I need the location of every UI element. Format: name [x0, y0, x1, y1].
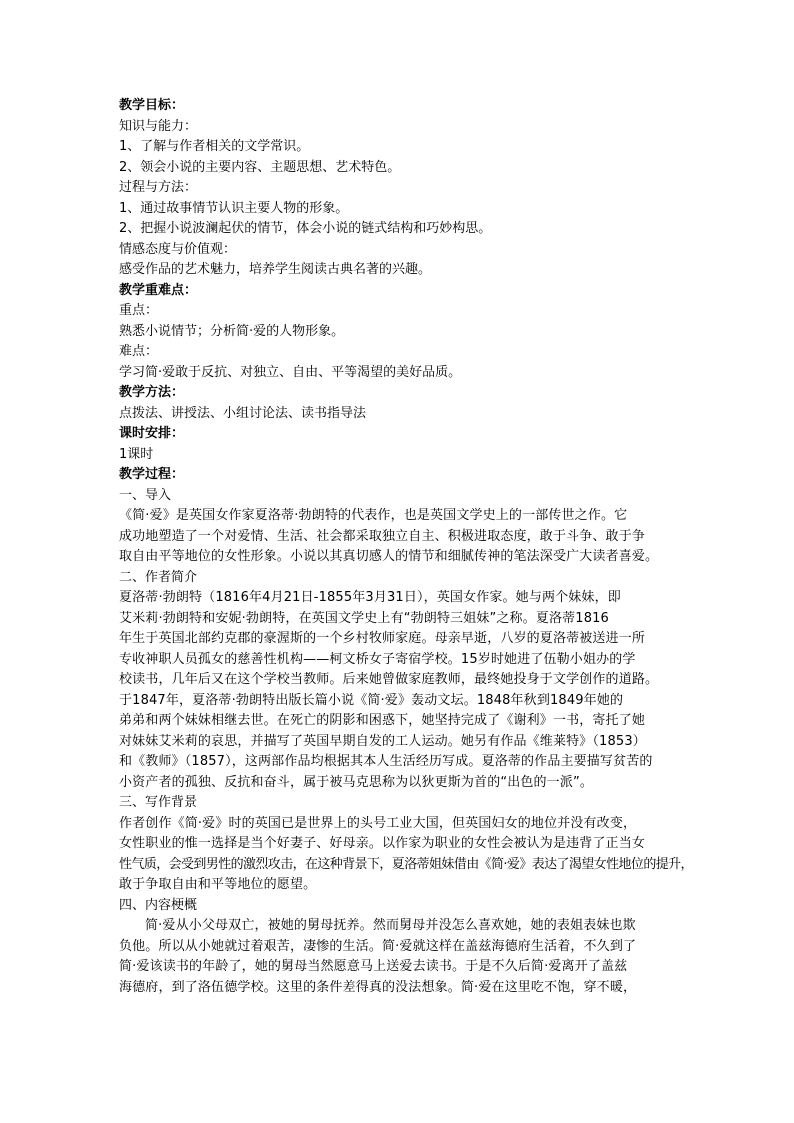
method-heading: 教学方法：: [119, 385, 185, 400]
section-1-paragraph: [119, 506, 679, 568]
section-3-line: 作者创作《简·爱》时的英国已是世界上的头号工业大国，但英国妇女的地位并没有改变，: [119, 815, 637, 831]
section-2-line: 小资产者的孤独、反抗和奋斗，属于被马克思称为以狄更斯为首的“出色的一派”。: [119, 774, 594, 790]
schedule-text: 1课时: [119, 446, 154, 462]
section-3-title: 三、写作背景: [119, 795, 198, 810]
section-2-line: 弟弟和两个妹妹相继去世。在死亡的阴影和困惑下，她坚持完成了《谢利》一书，寄托了她: [119, 713, 646, 728]
section-4-paragraph: [119, 916, 679, 998]
key-label: 重点：: [119, 303, 159, 318]
section-4-line: 负他。所以从小她就过着艰苦，凄惨的生活。简·爱就这样在盖兹海德府生活着，不久到了: [119, 938, 637, 954]
section-1-title: 一、导入: [119, 487, 172, 503]
knowledge-ability-label: 知识与能力：: [119, 118, 198, 134]
key-difficult-heading: 教学重难点：: [119, 282, 198, 298]
knowledge-ability-item-1: 1、了解与作者相关的文学常识。: [119, 139, 310, 154]
section-4-line: 简·爱该读书的年龄了，她的舅母当然愿意马上送爱去读书。于是不久后简·爱离开了盖兹: [119, 959, 628, 974]
difficult-label: 难点：: [119, 344, 159, 359]
section-2-title: 二、作者简介: [119, 569, 198, 585]
section-4-line: 简·爱从小父母双亡，被她的舅母抚养。然而舅母并没怎么喜欢她，她的表姐表妹也欺: [145, 918, 636, 933]
section-2-line: 专收神职人员孤女的慈善性机构——柯文桥女子寄宿学校。15岁时她进了伍勒小姐办的学: [119, 651, 636, 667]
section-1-line: 《简·爱》是英国女作家夏洛蒂·勃朗特的代表作，也是英国文学史上的一部传世之作。它: [119, 508, 628, 523]
process-method-label: 过程与方法：: [119, 180, 198, 195]
section-3-line: 性气质，会受到男性的激烈攻击，在这种背景下，夏洛蒂姐妹借由《简·爱》表达了渴望女性地位的提升，: [119, 856, 693, 872]
section-4-line: 海德府，到了洛伍德学校。这里的条件差得真的没法想象。简·爱在这里吃不饱，穿不暖，: [119, 979, 637, 995]
section-1-line: 成功地塑造了一个对爱情、生活、社会都采取独立自主、积极进取态度，敢于斗争、敢于争: [119, 528, 646, 544]
section-2-line: 夏洛蒂·勃朗特（1816年4月21日-1855年3月31日），英国女作家。她与两个妹妹，即: [119, 590, 621, 605]
section-3-line: 女性职业的惟一选择是当个好妻子、好母亲。以作家为职业的女性会被认为是违背了正当女: [119, 836, 646, 851]
section-2-paragraph: [119, 588, 679, 793]
difficult-text: 学习简·爱敢于反抗、对独立、自由、平等渴望的美好品质。: [119, 364, 462, 380]
objectives-heading: 教学目标：: [119, 98, 185, 113]
section-2-line: 对妹妹艾米莉的哀思，并描写了英国早期自发的工人运动。她另有作品《维莱特》（1853）: [119, 733, 646, 749]
section-3-line: 敢于争取自由和平等地位的愿望。: [119, 877, 317, 892]
section-4-title: 四、内容梗概: [119, 897, 198, 913]
section-1-line: 取自由平等地位的女性形象。小说以其真切感人的情节和细腻传神的笔法深受广大读者喜爱。: [119, 549, 659, 564]
section-2-line: 年生于英国北部约克郡的豪渥斯的一个乡村牧师家庭。母亲早逝，八岁的夏洛蒂被送进一所: [119, 631, 646, 646]
process-method-item-1: 1、通过故事情节认识主要人物的形象。: [119, 200, 349, 216]
section-2-line: 校读书，几年后又在这个学校当教师。后来她曾做家庭教师，最终她投身于文学创作的道路。: [119, 672, 659, 687]
emotion-label: 情感态度与价值观：: [119, 241, 237, 257]
section-2-line: 和《教师》（1857），这两部作品均根据其本人生活经历写成。夏洛蒂的作品主要描写贫苦的: [119, 754, 653, 769]
emotion-item-1: 感受作品的艺术魅力，培养学生阅读古典名著的兴趣。: [119, 262, 432, 277]
process-heading: 教学过程：: [119, 467, 185, 482]
section-2-line: 于1847年，夏洛蒂·勃朗特出版长篇小说《简·爱》轰动文坛。1848年秋到1849年她的: [119, 692, 624, 708]
section-3-paragraph: [119, 814, 693, 896]
schedule-heading: 课时安排：: [119, 426, 185, 441]
knowledge-ability-item-2: 2、领会小说的主要内容、主题思想、艺术特色。: [119, 159, 401, 175]
section-2-line: 艾米莉·勃朗特和安妮·勃朗特，在英国文学史上有“勃朗特三姐妹”之称。夏洛蒂1816: [119, 610, 609, 626]
key-text: 熟悉小说情节；分析简·爱的人物形象。: [119, 323, 345, 339]
process-method-item-2: 2、把握小说波澜起伏的情节，体会小说的链式结构和巧妙构思。: [119, 221, 492, 236]
document-page: [119, 96, 693, 998]
method-text: 点拨法、讲授法、小组讨论法、读书指导法: [119, 405, 367, 421]
